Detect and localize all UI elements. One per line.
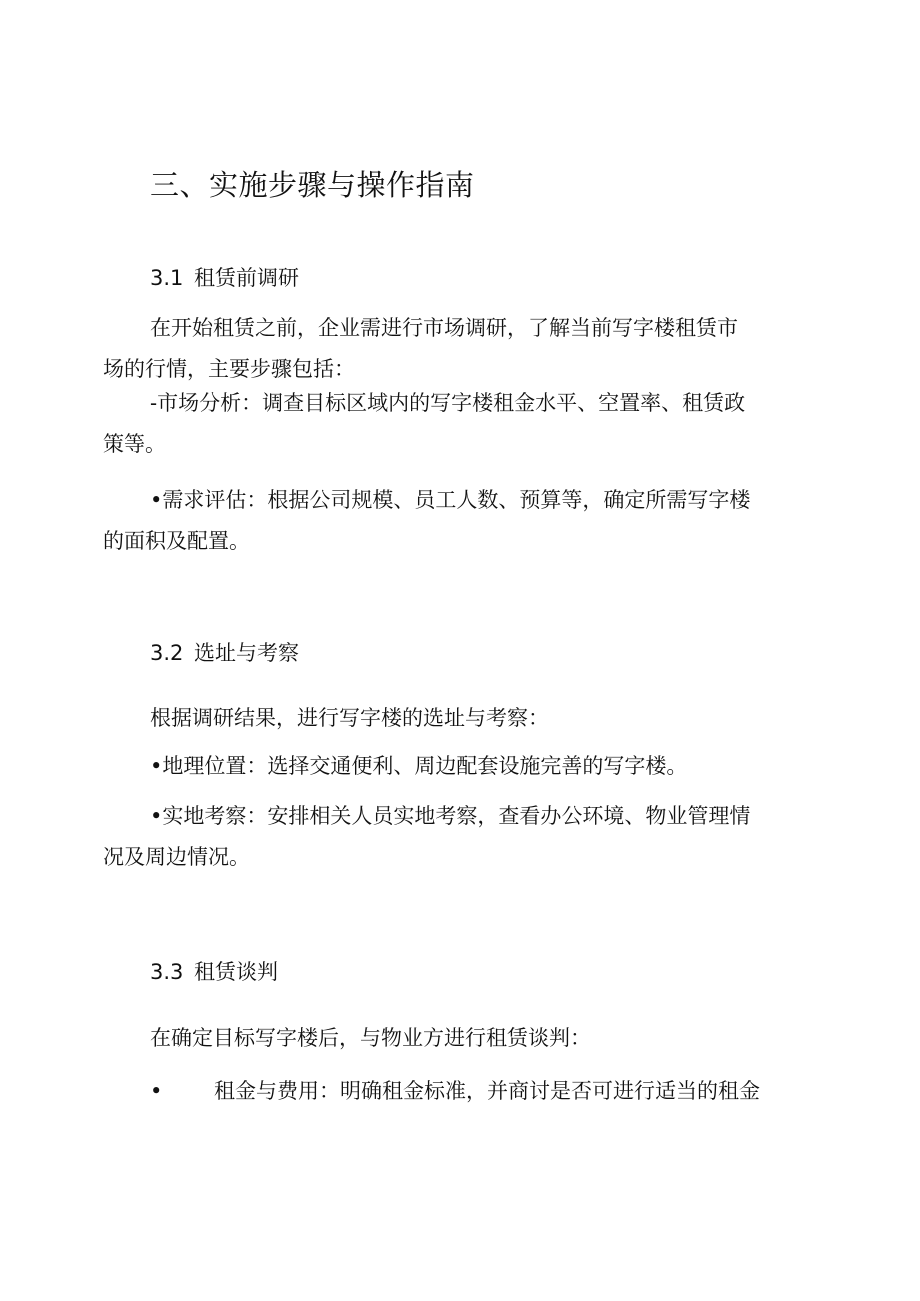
text-line: 策等。 xyxy=(103,432,166,456)
text-line: 的面积及配置。 xyxy=(103,529,250,553)
text-line: 根据调研结果，进行写字楼的选址与考察： xyxy=(150,706,549,730)
text-line: •地理位置：选择交通便利、周边配套设施完善的写字楼。 xyxy=(150,754,688,778)
section-number: 3.3 xyxy=(150,960,184,984)
text-line: 在确定目标写字楼后，与物业方进行租赁谈判： xyxy=(150,1026,591,1050)
text-line: 况及周边情况。 xyxy=(103,845,250,869)
paragraph-location xyxy=(103,746,819,787)
list-item-rent-fees xyxy=(150,1075,760,1105)
section-heading-3-3 xyxy=(150,956,278,986)
text-line: 在开始租赁之前，企业需进行市场调研，了解当前写字楼租赁市 xyxy=(150,316,738,340)
section-heading-3-1 xyxy=(150,262,299,292)
text-line: -市场分析：调查目标区域内的写字楼租金水平、空置率、租赁政 xyxy=(150,391,746,415)
paragraph-intro-3-3 xyxy=(103,1018,819,1059)
section-title: 租赁前调研 xyxy=(194,266,299,290)
text-line: 租金与费用：明确租金标准，并商讨是否可进行适当的租金 xyxy=(214,1079,760,1103)
section-number: 3.2 xyxy=(150,641,184,665)
paragraph-intro-3-2 xyxy=(103,698,819,739)
chapter-heading: 三、实施步骤与操作指南 xyxy=(150,168,475,202)
text-line: 场的行情，主要步骤包括： xyxy=(103,357,355,381)
text-line: •实地考察：安排相关人员实地考察，查看办公环境、物业管理情 xyxy=(150,804,751,828)
paragraph-intro-3-1 xyxy=(103,308,819,390)
section-number: 3.1 xyxy=(150,266,184,290)
text-line: •需求评估：根据公司规模、员工人数、预算等，确定所需写字楼 xyxy=(150,488,751,512)
paragraph-needs-assessment xyxy=(103,480,819,562)
paragraph-market-analysis xyxy=(103,383,819,465)
bullet: • xyxy=(150,1079,163,1103)
section-title: 租赁谈判 xyxy=(194,960,278,984)
paragraph-site-visit xyxy=(103,796,819,878)
section-heading-3-2 xyxy=(150,637,299,667)
section-title: 选址与考察 xyxy=(194,641,299,665)
